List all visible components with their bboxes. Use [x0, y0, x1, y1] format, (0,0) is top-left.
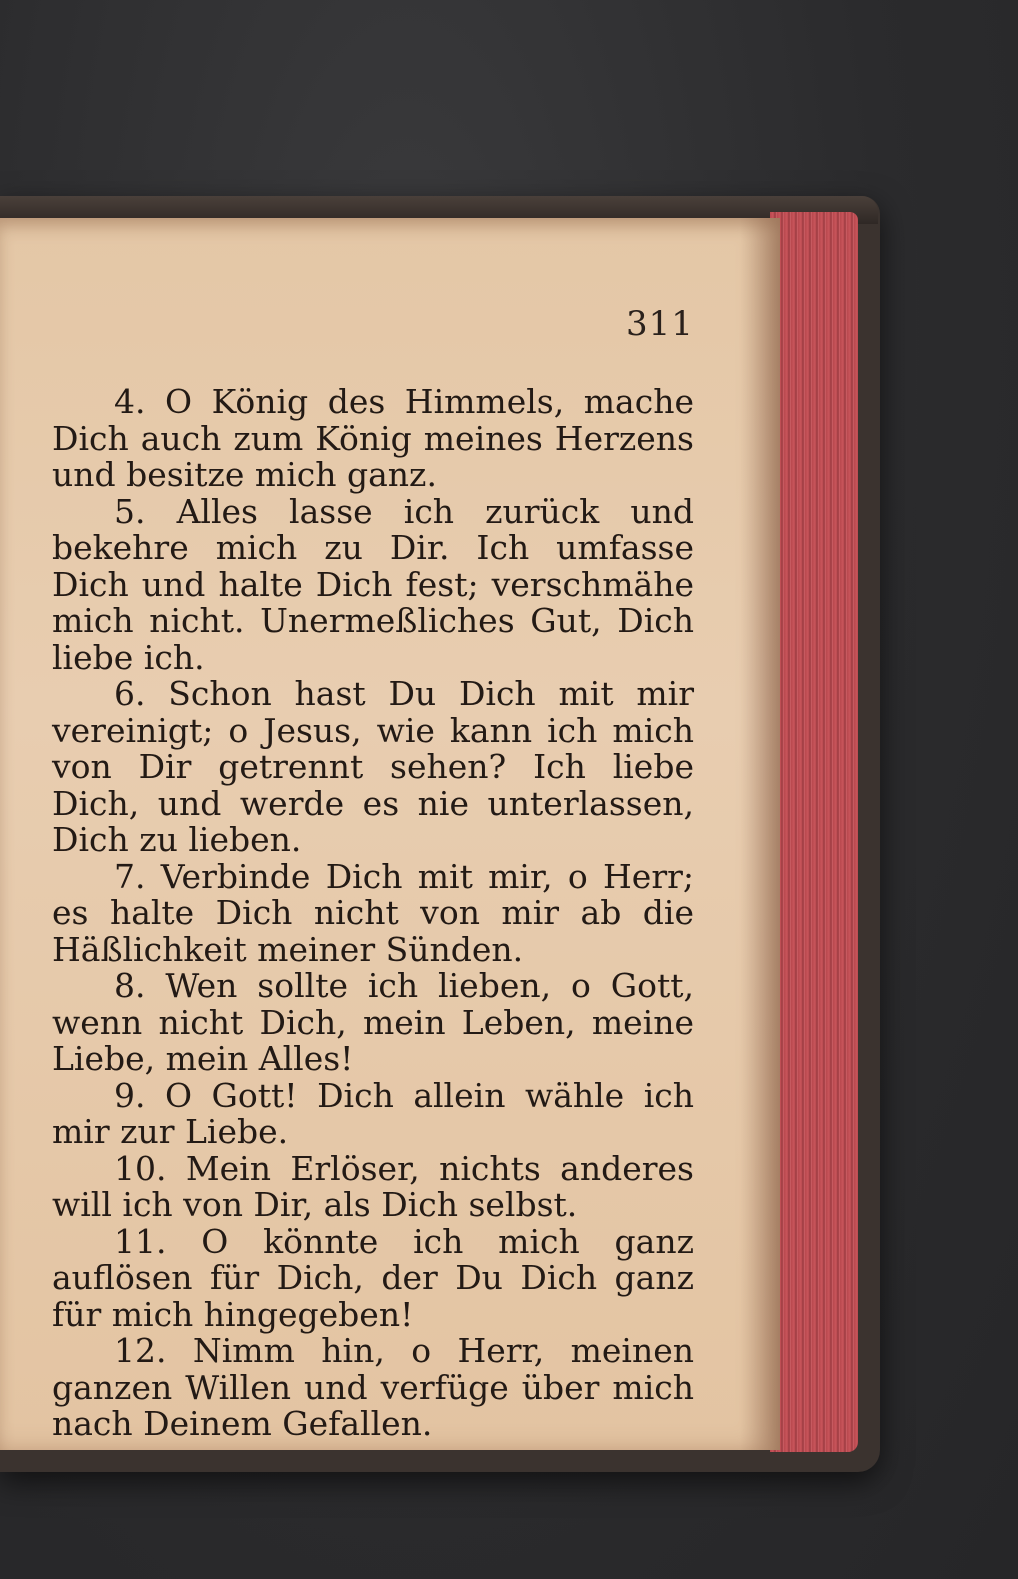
prayer-verse-7: 7. Verbinde Dich mit mir, o Herr; es halte Dich nicht von mir ab die Häßlichkeit meiner Sünden. — [52, 856, 694, 969]
page-number: 311 — [626, 304, 694, 344]
prayer-verse-5: 5. Alles lasse ich zurück und bekehre mich zu Dir. Ich umfasse Dich und halte Dich fest; verschmähe mich nicht. Unermeßliches Gut, Dich liebe ich. — [52, 491, 694, 677]
prayer-verse-11: 11. O könnte ich mich ganz auflösen für Dich, der Du Dich ganz für mich hingegeben! — [52, 1221, 694, 1334]
prayer-verse-6: 6. Schon hast Du Dich mit mir vereinigt; o Jesus, wie kann ich mich von Dir getrennt sehen? Ich liebe Dich, und werde es nie unterlassen, Dich zu lieben. — [52, 674, 694, 859]
page-shadow — [740, 218, 780, 1450]
page-text — [52, 384, 694, 1443]
prayer-verse-4: 4. O König des Himmels, mache Dich auch zum König meines Herzens und besitze mich ganz. — [52, 382, 694, 494]
prayer-verse-10: 10. Mein Erlöser, nichts anderes will ich von Dir, als Dich selbst. — [52, 1148, 694, 1224]
prayer-verse-12: 12. Nimm hin, o Herr, meinen ganzen Willen und verfüge über mich nach Deinem Gefallen. — [52, 1331, 694, 1443]
prayer-verse-8: 8. Wen sollte ich lieben, o Gott, wenn nicht Dich, mein Leben, meine Liebe, mein Alles! — [52, 966, 694, 1078]
prayer-verse-9: 9. O Gott! Dich allein wähle ich mir zur Liebe. — [52, 1075, 694, 1151]
red-page-edges — [770, 212, 858, 1452]
